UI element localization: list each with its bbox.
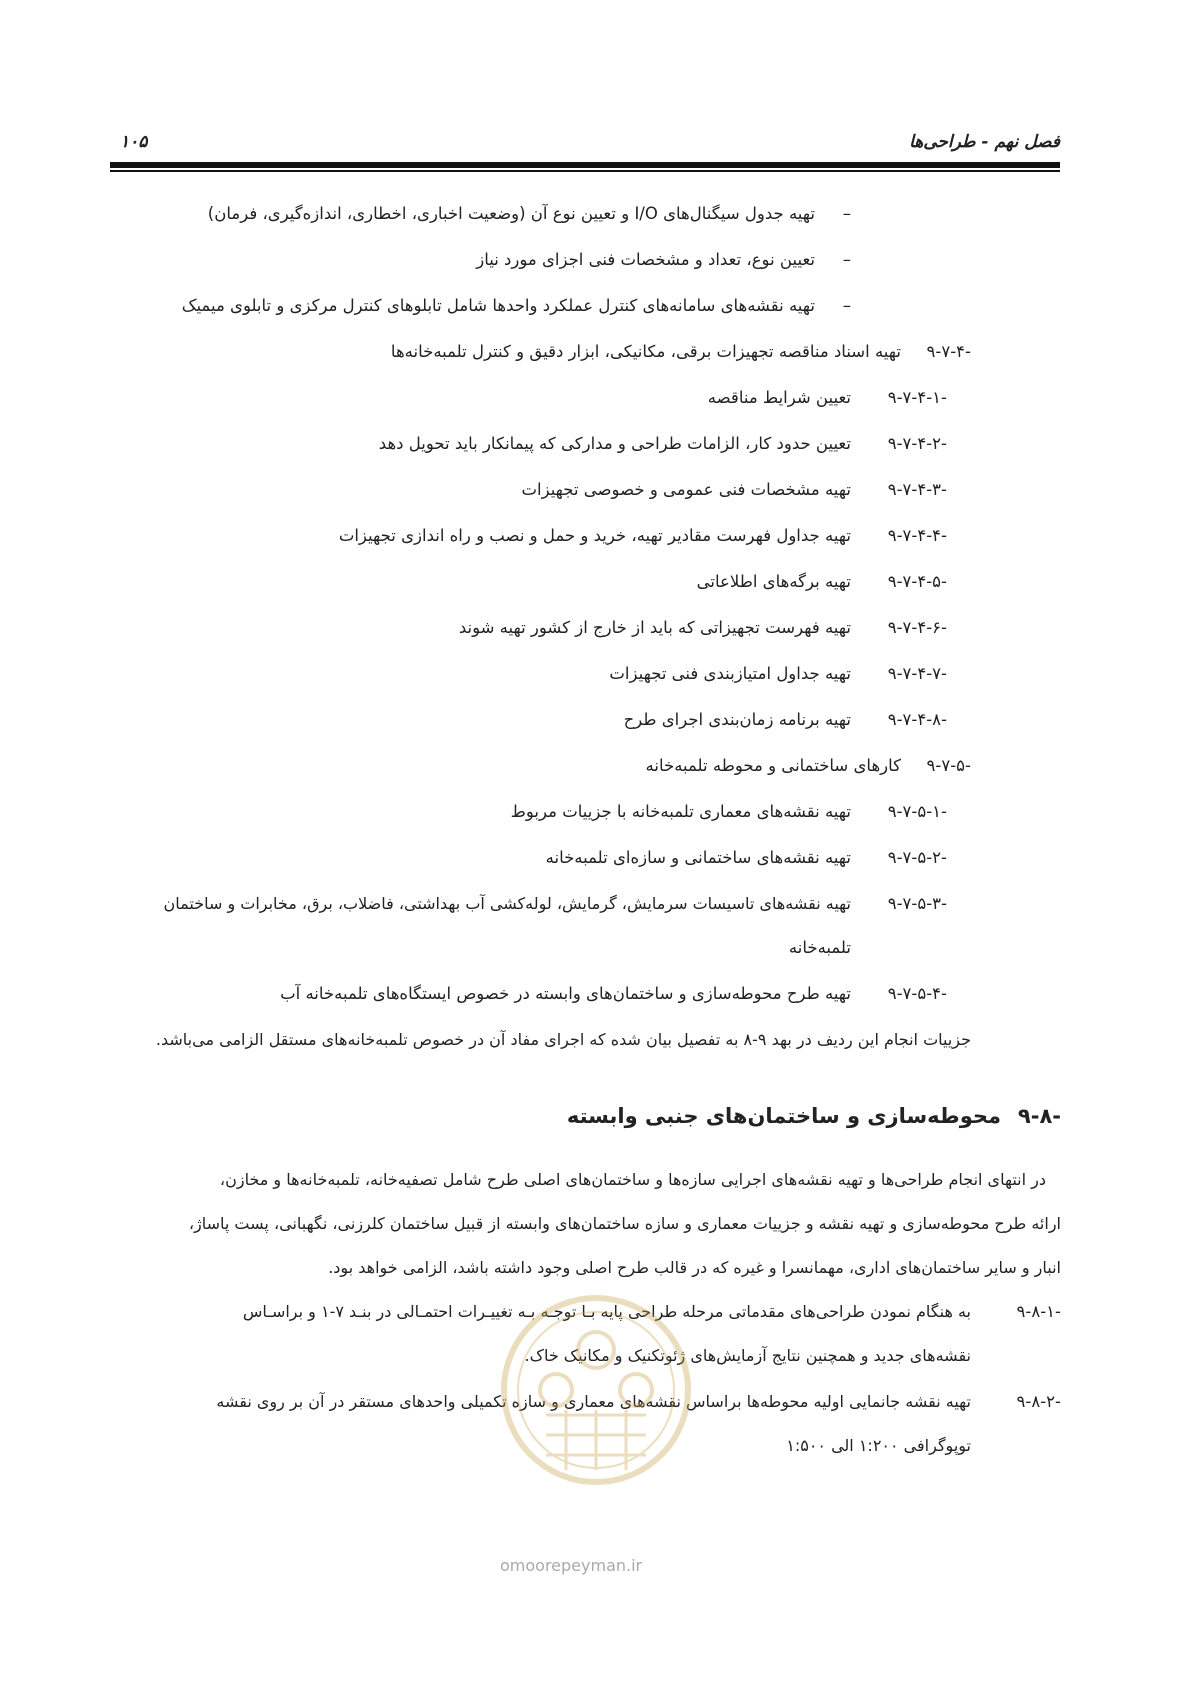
section-title: کارهای ساختمانی و محوطه تلمبه‌خانه bbox=[645, 756, 901, 775]
watermark-seal-icon bbox=[496, 1290, 696, 1500]
item-text: تهیه جداول فهرست مقادیر تهیه، خرید و حمل و نصب و راه اندازی تجهیزات bbox=[338, 526, 851, 545]
item-number: ۹-۷-۴-۷- bbox=[887, 664, 947, 683]
intro-line: ارائه طرح محوطه‌سازی و تهیه نقشه و جزییات معماری و سازه ساختمان‌های وابسته از قبیل ساختمان کلرزنی، نگهبانی، پست پاساژ، bbox=[188, 1214, 1061, 1233]
watermark-url: omoorepeyman.ir bbox=[500, 1556, 643, 1575]
section-number: ۹-۷-۵- bbox=[926, 756, 971, 775]
section-heading-title: محوطه‌سازی و ساختمان‌های جنبی وابسته bbox=[566, 1104, 1001, 1128]
item-number: ۹-۷-۴-۴- bbox=[887, 526, 947, 545]
item-text-continued: تلمبه‌خانه bbox=[788, 938, 851, 957]
chapter-title: فصل نهم - طراحی‌ها bbox=[909, 132, 1060, 152]
bullet-item: تعیین نوع، تعداد و مشخصات فنی اجزای مورد نیاز bbox=[476, 250, 815, 269]
item-number: ۹-۷-۴-۲- bbox=[887, 434, 947, 453]
item-text: تهیه نقشه‌های تاسیسات سرمایش، گرمایش، لوله‌کشی آب بهداشتی، فاضلاب، برق، مخابرات و ساختمان bbox=[163, 894, 851, 913]
page-header bbox=[110, 128, 1060, 158]
item-text-continued: نقشه‌های جدید و همچنین نتایج آزمایش‌های ژئوتکنیک و مکانیک خاک. bbox=[524, 1346, 971, 1365]
page-number: ۱۰۵ bbox=[120, 132, 148, 152]
bullet-dash: – bbox=[842, 296, 851, 315]
item-number: ۹-۷-۵-۳- bbox=[887, 894, 947, 913]
bullet-item: تهیه نقشه‌های سامانه‌های کنترل عملکرد واحدها شامل تابلوهای کنترل مرکزی و تابلوی میمیک bbox=[181, 296, 815, 315]
item-number: ۹-۷-۴-۵- bbox=[887, 572, 947, 591]
section-heading-number: ۹-۸- bbox=[1017, 1104, 1061, 1128]
item-text: تعیین حدود کار، الزامات طراحی و مدارکی که پیمانکار باید تحویل دهد bbox=[378, 434, 851, 453]
item-number: ۹-۷-۴-۶- bbox=[887, 618, 947, 637]
item-text: تهیه نقشه‌های معماری تلمبه‌خانه با جزییات مربوط bbox=[510, 802, 851, 821]
item-number: ۹-۸-۱- bbox=[1016, 1302, 1061, 1321]
item-text: تهیه برنامه زمان‌بندی اجرای طرح bbox=[623, 710, 851, 729]
item-number: ۹-۷-۵-۲- bbox=[887, 848, 947, 867]
bullet-item: تهیه جدول سیگنال‌های I/O و تعیین نوع آن (وضعیت اخباری، اخطاری، اندازه‌گیری، فرمان) bbox=[207, 204, 815, 223]
item-text: تهیه نقشه جانمایی اولیه محوطه‌ها براساس نقشه‌های معماری و سازه تکمیلی واحدهای مستقر در آن بر روی نقشه bbox=[216, 1392, 971, 1411]
item-number: ۹-۷-۴-۸- bbox=[887, 710, 947, 729]
note-paragraph: جزییات انجام این ردیف در بهد ۹-۸ به تفصیل بیان شده که اجرای مفاد آن در خصوص تلمبه‌خانه‌های مستقل الزامی می‌باشد. bbox=[155, 1030, 971, 1049]
intro-line: در انتهای انجام طراحی‌ها و تهیه نقشه‌های اجرایی سازه‌ها و ساختمان‌های اصلی طرح شامل تصفیه‌خانه، تلمبه‌خانه‌ها و مخازن، bbox=[219, 1170, 1046, 1189]
item-number: ۹-۷-۴-۱- bbox=[887, 388, 947, 407]
item-text: تهیه مشخصات فنی عمومی و خصوصی تجهیزات bbox=[521, 480, 851, 499]
bullet-dash: – bbox=[842, 204, 851, 223]
item-number: ۹-۷-۴-۳- bbox=[887, 480, 947, 499]
item-number: ۹-۷-۵-۴- bbox=[887, 984, 947, 1003]
section-title: تهیه اسناد مناقصه تجهیزات برقی، مکانیکی، ابزار دقیق و کنترل تلمبه‌خانه‌ها bbox=[390, 342, 901, 361]
item-text: تعیین شرایط مناقصه bbox=[707, 388, 851, 407]
intro-line: انبار و سایر ساختمان‌های اداری، مهمانسرا و غیره که در قالب طرح اصلی وجود داشته باشد، الزامی خواهد بود. bbox=[328, 1258, 1061, 1277]
item-text: تهیه جداول امتیازبندی فنی تجهیزات bbox=[609, 664, 851, 683]
item-number: ۹-۷-۵-۱- bbox=[887, 802, 947, 821]
header-rule-thin bbox=[110, 170, 1060, 172]
section-number: ۹-۷-۴- bbox=[926, 342, 971, 361]
item-text: تهیه برگه‌های اطلاعاتی bbox=[696, 572, 851, 591]
item-text: تهیه طرح محوطه‌سازی و ساختمان‌های وابسته در خصوص ایستگاه‌های تلمبه‌خانه آب bbox=[280, 984, 851, 1003]
item-number: ۹-۸-۲- bbox=[1016, 1392, 1061, 1411]
item-text: به هنگام نمودن طراحی‌های مقدماتی مرحله طراحی پایه بـا توجـه بـه تغییـرات احتمـالی در بنـد ۷-۱ و براسـاس bbox=[242, 1302, 971, 1321]
item-text: تهیه نقشه‌های ساختمانی و سازه‌ای تلمبه‌خانه bbox=[545, 848, 851, 867]
item-text: تهیه فهرست تجهیزاتی که باید از خارج از کشور تهیه شوند bbox=[458, 618, 851, 637]
header-rule-thick bbox=[110, 162, 1060, 168]
bullet-dash: – bbox=[842, 250, 851, 269]
item-text-continued: توپوگرافی ۱:۲۰۰ الی ۱:۵۰۰ bbox=[786, 1436, 971, 1455]
